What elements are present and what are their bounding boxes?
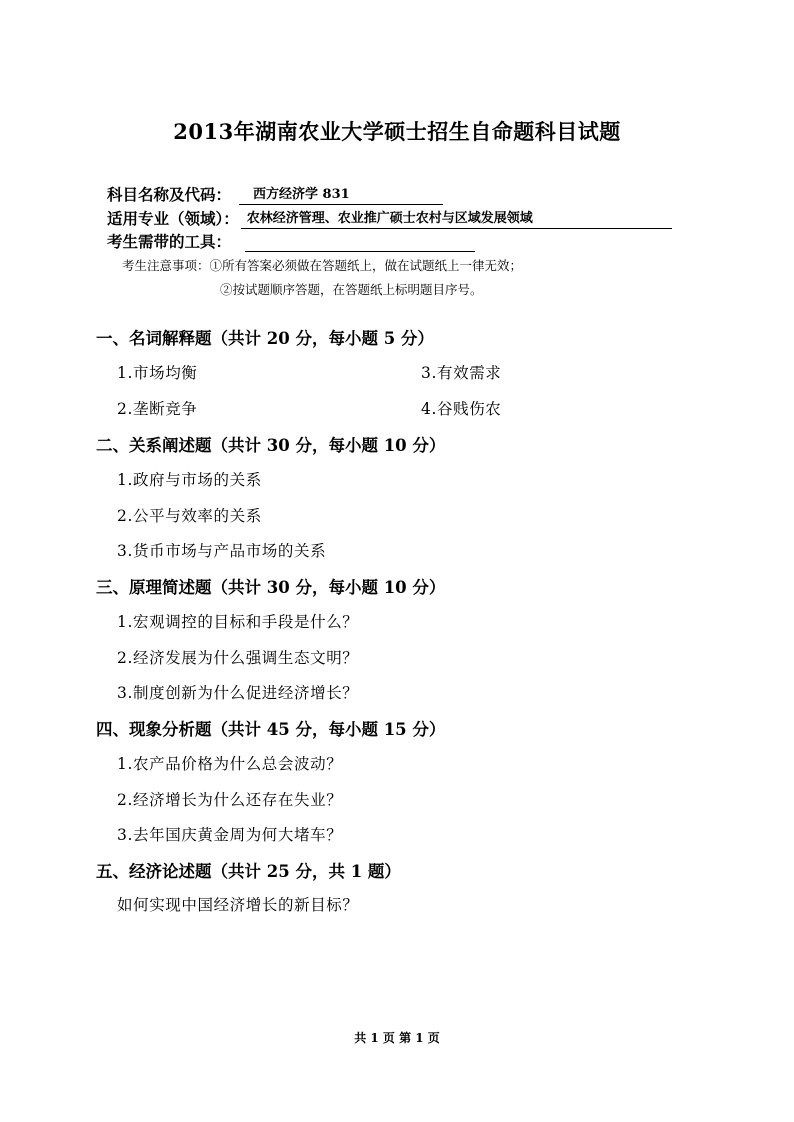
question-item: 3.去年国庆黄金周为何大堵车？ <box>117 826 343 844</box>
question-item: 1.政府与市场的关系 <box>117 471 262 489</box>
subject-label: 科目名称及代码： <box>107 185 232 204</box>
question-item: 2.经济增长为什么还存在失业？ <box>117 791 343 809</box>
page-title: 2013年湖南农业大学硕士招生自命题科目试题 <box>173 119 621 144</box>
question-item: 如何实现中国经济增长的新目标？ <box>117 896 359 914</box>
major-label: 适用专业（领域）： <box>107 209 239 228</box>
subject-value: 西方经济学 831 <box>239 186 443 205</box>
major-value: 农林经济管理、农业推广硕士农村与区域发展领域 <box>241 210 672 229</box>
subject-row <box>107 183 443 205</box>
question-item: 2.公平与效率的关系 <box>117 507 262 525</box>
question-item: 1.农产品价格为什么总会波动？ <box>117 755 343 773</box>
section-title: 三、原理简述题（共计 30 分，每小题 10 分） <box>96 578 446 597</box>
question-item: 1.市场均衡 <box>117 364 198 382</box>
section-title: 一、名词解释题（共计 20 分，每小题 5 分） <box>96 329 434 348</box>
section-title: 五、经济论述题（共计 25 分，共 1 题） <box>96 862 401 881</box>
section-title: 二、关系阐述题（共计 30 分，每小题 10 分） <box>96 436 446 455</box>
question-item: 3.制度创新为什么促进经济增长？ <box>117 684 359 702</box>
question-item: 2.垄断竞争 <box>117 400 198 418</box>
notes-line-1: 考生注意事项：①所有答案必须做在答题纸上，做在试题纸上一律无效； <box>122 258 523 273</box>
section-title: 四、现象分析题（共计 45 分，每小题 15 分） <box>96 720 446 739</box>
question-item: 1.宏观调控的目标和手段是什么？ <box>117 613 359 631</box>
page-footer: 共 1 页 第 1 页 <box>354 1031 440 1045</box>
question-item: 2.经济发展为什么强调生态文明？ <box>117 649 359 667</box>
question-item: 3.货币市场与产品市场的关系 <box>117 542 327 560</box>
question-item: 3.有效需求 <box>421 364 502 382</box>
major-row <box>107 207 672 229</box>
notes-line-2: ②按试题顺序答题，在答题纸上标明题目序号。 <box>220 282 483 297</box>
tools-label: 考生需带的工具： <box>107 232 232 251</box>
tools-row <box>107 230 475 252</box>
tools-value <box>245 250 475 252</box>
question-item: 4.谷贱伤农 <box>421 400 502 418</box>
